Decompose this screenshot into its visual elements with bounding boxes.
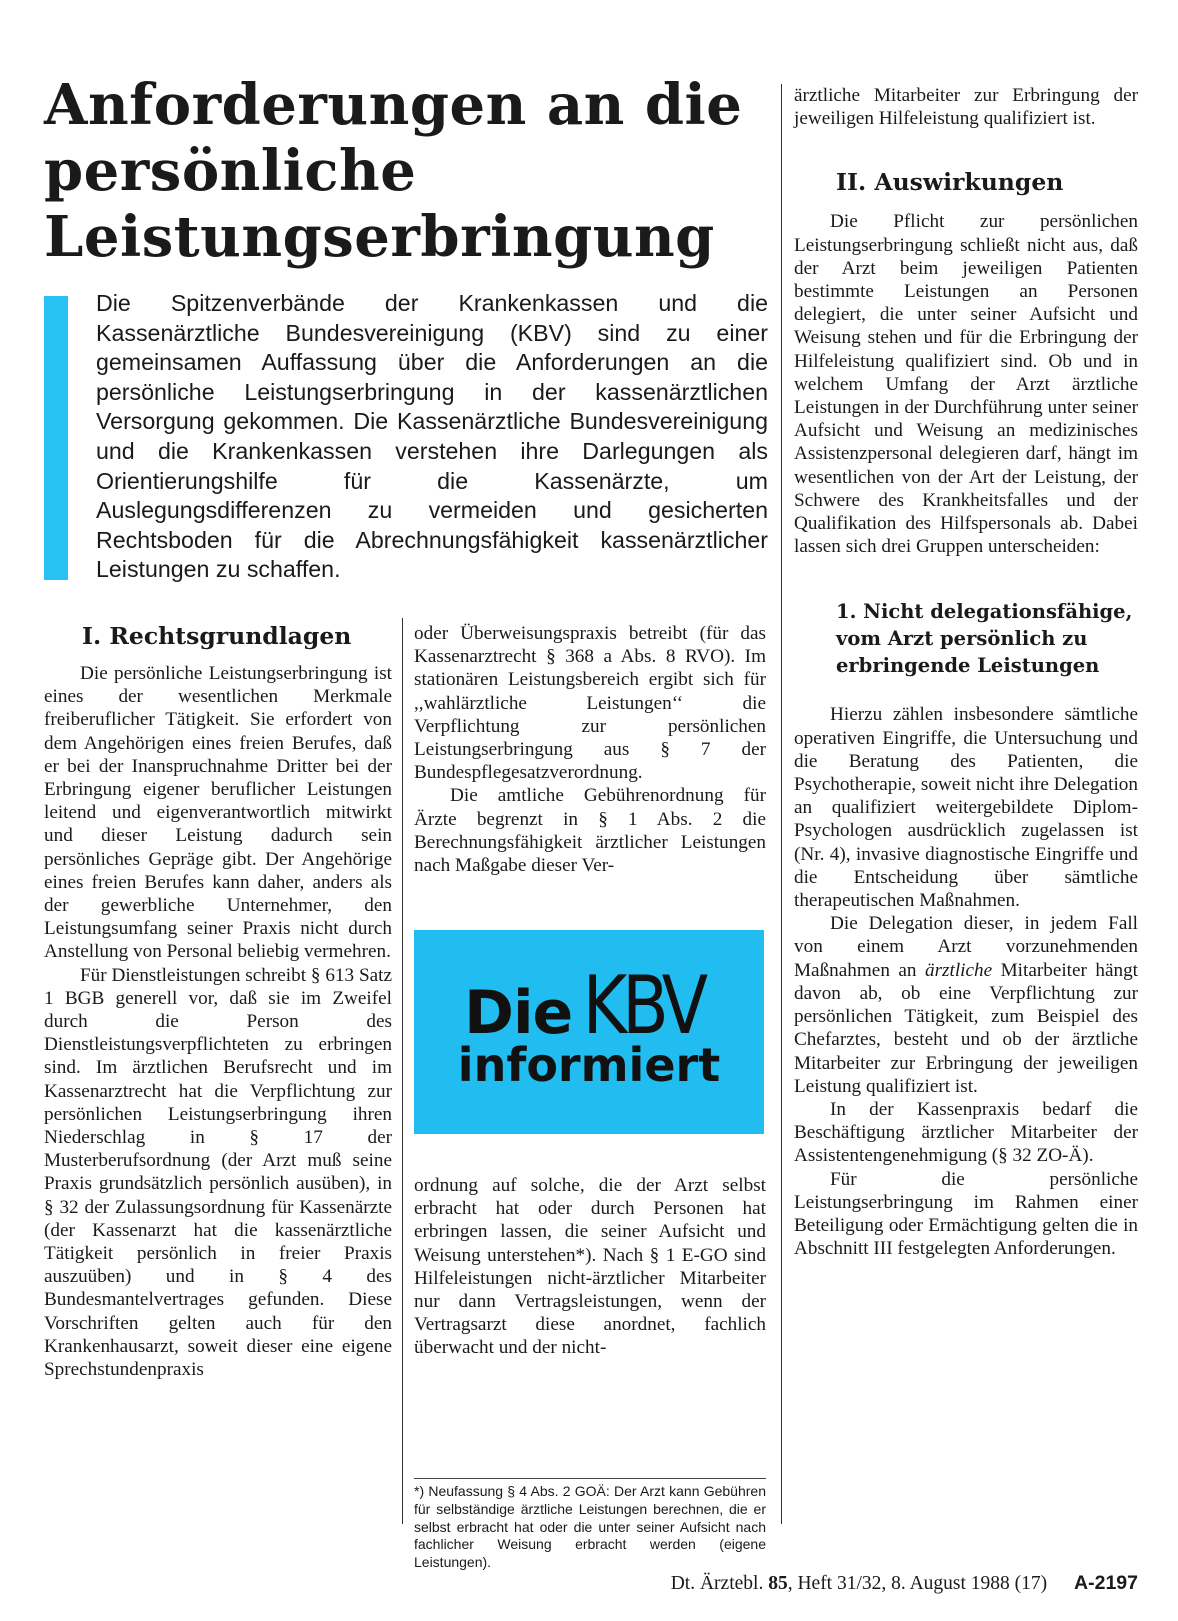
kbv-informiert-box <box>414 930 764 1134</box>
lead-accent-bar <box>44 296 68 580</box>
title-line-2: persönliche <box>44 138 417 204</box>
column-1 <box>44 622 392 1381</box>
title-line-1: Anforderungen an die <box>44 72 743 138</box>
article-title <box>44 72 774 270</box>
text-run: Mitarbeiter hängt davon ab, ob eine Verpflichtung zur persönlichen Tätigkeit, zum Beispiel des Chefarztes, besteht und ob der ärztliche Mitarbeiter zur Erbringung der jeweiligen Leistung qualifiziert ist. <box>794 959 1138 1097</box>
footer-journal: Dt. Ärztebl. <box>670 1573 764 1594</box>
text-run: Die Delegation dieser, in jedem Fall von einem Arzt vorzunehmenden Maßnahmen an <box>794 913 1138 981</box>
column-2-bottom <box>414 1174 766 1360</box>
column-2-top <box>414 622 766 877</box>
column-3 <box>794 84 1138 1260</box>
paragraph: oder Überweisungspraxis betreibt (für das Kassenarztrecht § 368 a Abs. 8 RVO). Im stationären Leistungsbereich ergibt sich für ,,wahlärztliche Leistungen‘‘ die Verpflichtung zur persönlichen Leistungserbringung aus § 7 der Bundespflegesatzverordnung. <box>414 623 766 784</box>
page-number: A-2197 <box>1074 1572 1138 1594</box>
emphasis: ärztliche <box>924 959 993 981</box>
kbv-informiert-text: informiert <box>457 1037 721 1092</box>
column-divider-middle <box>402 618 403 1524</box>
kbv-logo-line <box>464 958 714 1052</box>
kbv-die-text: Die <box>464 977 573 1048</box>
column-divider-right <box>781 84 782 1524</box>
kbv-logo: KBV <box>582 958 704 1052</box>
section-heading-rechtsgrundlagen: I. Rechtsgrundlagen <box>82 622 352 650</box>
page-footer <box>671 1572 1138 1595</box>
footnote: *) Neufassung § 4 Abs. 2 GOÄ: Der Arzt kann Gebühren für selbständige ärztliche Leistungen berechnen, die er selbst erbracht hat oder die unter seiner Aufsicht nach fachlicher Weisung erbracht werden (eigene Leistungen). <box>414 1478 766 1572</box>
paragraph: Die Pflicht zur persönlichen Leistungserbringung schließt nicht aus, daß der Arzt beim jeweiligen Patienten bestimmte Leistungen an Personen delegiert, die unter seiner Aufsicht und Weisung stehen und für die Erbringung der Hilfeleistung qualifiziert sind. Ob und in welchem Umfang der Arzt ärztliche Leistungen in der Durchführung unter seiner Aufsicht und Weisung an medizinisches Assistenzpersonal delegieren darf, hängt im wesentlichen von der Art der Leistung, der Schwere des Krankheitsfalles und der Qualifikation des Hilfspersonals ab. Dabei lassen sich drei Gruppen unterscheiden: <box>794 211 1138 558</box>
paragraph: Die persönliche Leistungserbringung ist eines der wesentlichen Merkmale freiberuflicher Tätigkeit. Sie erfordert von dem Angehörigen eines freien Berufes, daß er bei der Inanspruchnahme Dritter bei der Erbringung eigener beruflicher Leistungen leitend und eigenverantwortlich mitwirkt und dieser Leistung dadurch sein persönliches Gepräge gibt. Der Angehörige eines freien Berufes kann daher, anders als der gewerbliche Unternehmer, den Leistungsumfang seiner Praxis nicht durch Anstellung von Personal beliebig vermehren. <box>44 663 392 963</box>
title-line-3: Leistungserbringung <box>44 204 715 270</box>
footer-issue: , Heft 31/32, 8. August 1988 (17) <box>787 1573 1048 1594</box>
paragraph: Für die persönliche Leistungserbringung im Rahmen einer Beteiligung oder Ermächtigung gelten die in Abschnitt III festgelegten Anforderungen. <box>794 1168 1138 1260</box>
paragraph: ärztliche Mitarbeiter zur Erbringung der jeweiligen Hilfeleistung qualifiziert ist. <box>794 85 1138 130</box>
lead-paragraph: Die Spitzenverbände der Krankenkassen und die Kassenärztliche Bundesvereinigung (KBV) sind zu einer gemeinsamen Auffassung über die Anforderungen an die persönliche Leistungserbringung in der kassenärztlichen Versorgung gekommen. Die Kassenärztliche Bundesvereinigung und die Krankenkassen verstehen ihre Darlegungen als Orientierungshilfe für die Kassenärzte, um Auslegungsdifferenzen zu vermeiden und gesicherten Rechtsboden für die Abrechnungsfähigkeit kassenärztlicher Leistungen zu schaffen. <box>96 290 768 583</box>
paragraph: Für Dienstleistungen schreibt § 613 Satz 1 BGB generell vor, daß sie im Zweifel durch die Person des Dienstleistungsverpflichteten zu erbringen sind. Im ärztlichen Berufsrecht und im Kassenarztrecht hat die Verpflichtung zur persönlichen Leistungserbringung ihren Niederschlag in § 17 der Musterberufsordnung (der Arzt muß seine Praxis grundsätzlich persönlich ausüben), in § 32 der Zulassungsordnung für Kassenärzte (der Kassenarzt hat die kassenärztliche Tätigkeit persönlich in freier Praxis auszuüben) und in § 4 des Bundesmantelvertrages gefunden. Diese Vorschriften gelten auch für den Krankenhausarzt, soweit dieser eine eigene Sprechstundenpraxis <box>44 964 392 1381</box>
paragraph: In der Kassenpraxis bedarf die Beschäftigung ärztlicher Mitarbeiter der Assistentengenehmigung (§ 32 ZO-Ä). <box>794 1098 1138 1167</box>
subsection-heading: 1. Nicht delegationsfähige, vom Arzt persönlich zu erbringende Leistungen <box>836 600 1133 678</box>
footer-volume: 85 <box>768 1573 788 1594</box>
paragraph: Die amtliche Gebührenordnung für Ärzte begrenzt in § 1 Abs. 2 die Berechnungsfähigkeit ärztlicher Leistungen nach Maßgabe dieser Ver- <box>414 785 766 877</box>
paragraph <box>794 912 1138 1098</box>
paragraph: Hierzu zählen insbesondere sämtliche operativen Eingriffe, die Untersuchung und die Beratung des Patienten, die Psychotherapie, soweit nicht ihre Delegation an qualifiziert weitergebildete Diplom-Psychologen ausdrücklich zugelassen ist (Nr. 4), invasive diagnostische Eingriffe und die Entscheidung über sämtliche therapeutischen Maßnahmen. <box>794 704 1138 912</box>
section-heading-auswirkungen: II. Auswirkungen <box>836 168 1064 197</box>
paragraph: ordnung auf solche, die der Arzt selbst erbracht hat oder durch Personen hat erbringen lassen, die seiner Aufsicht und Weisung unterstehen*). Nach § 1 E-GO sind Hilfeleistungen nicht-ärztlicher Mitarbeiter nur dann Vertragsleistungen, wenn der Vertragsarzt diese anordnet, fachlich überwacht und der nicht- <box>414 1175 766 1359</box>
